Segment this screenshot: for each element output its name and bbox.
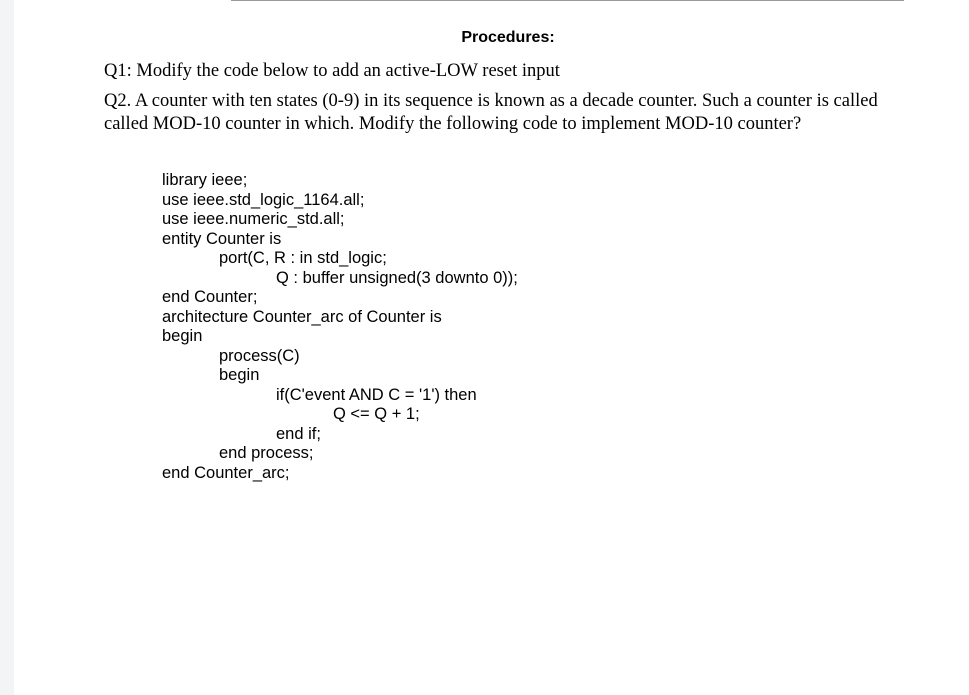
question-2 xyxy=(104,90,929,136)
code-line: Q <= Q + 1; xyxy=(333,405,420,423)
code-line: architecture Counter_arc of Counter is xyxy=(162,307,442,326)
document-page xyxy=(14,0,969,695)
code-line: end if; xyxy=(276,424,321,443)
code-line: use ieee.numeric_std.all; xyxy=(162,210,345,228)
code-line: entity Counter is xyxy=(162,229,282,248)
question-2-line-1: Q2. A counter with ten states (0-9) in its sequence is known as a decade counter. Such a counter is called xyxy=(104,91,878,111)
code-line: end Counter; xyxy=(162,288,258,306)
question-1-text: Q1: Modify the code below to add an active-LOW reset input xyxy=(104,61,560,81)
code-line: port(C, R : in std_logic; xyxy=(219,249,387,267)
code-line: if(C'event AND C = '1') then xyxy=(276,385,477,404)
vhdl-code-block xyxy=(162,171,518,483)
top-divider xyxy=(231,0,904,1)
code-line: begin xyxy=(162,327,203,345)
code-line: end Counter_arc; xyxy=(162,463,290,482)
question-1 xyxy=(104,60,929,83)
code-line: use ieee.std_logic_1164.all; xyxy=(162,190,365,209)
code-line: Q : buffer unsigned(3 downto 0)); xyxy=(276,268,518,287)
code-line: process(C) xyxy=(219,346,300,365)
code-line: library ieee; xyxy=(162,171,248,189)
code-line: end process; xyxy=(219,444,314,462)
page-title: Procedures: xyxy=(461,29,555,46)
code-line: begin xyxy=(219,366,260,384)
question-2-line-2: called MOD-10 counter in which. Modify the following code to implement MOD-10 counter? xyxy=(104,114,802,134)
